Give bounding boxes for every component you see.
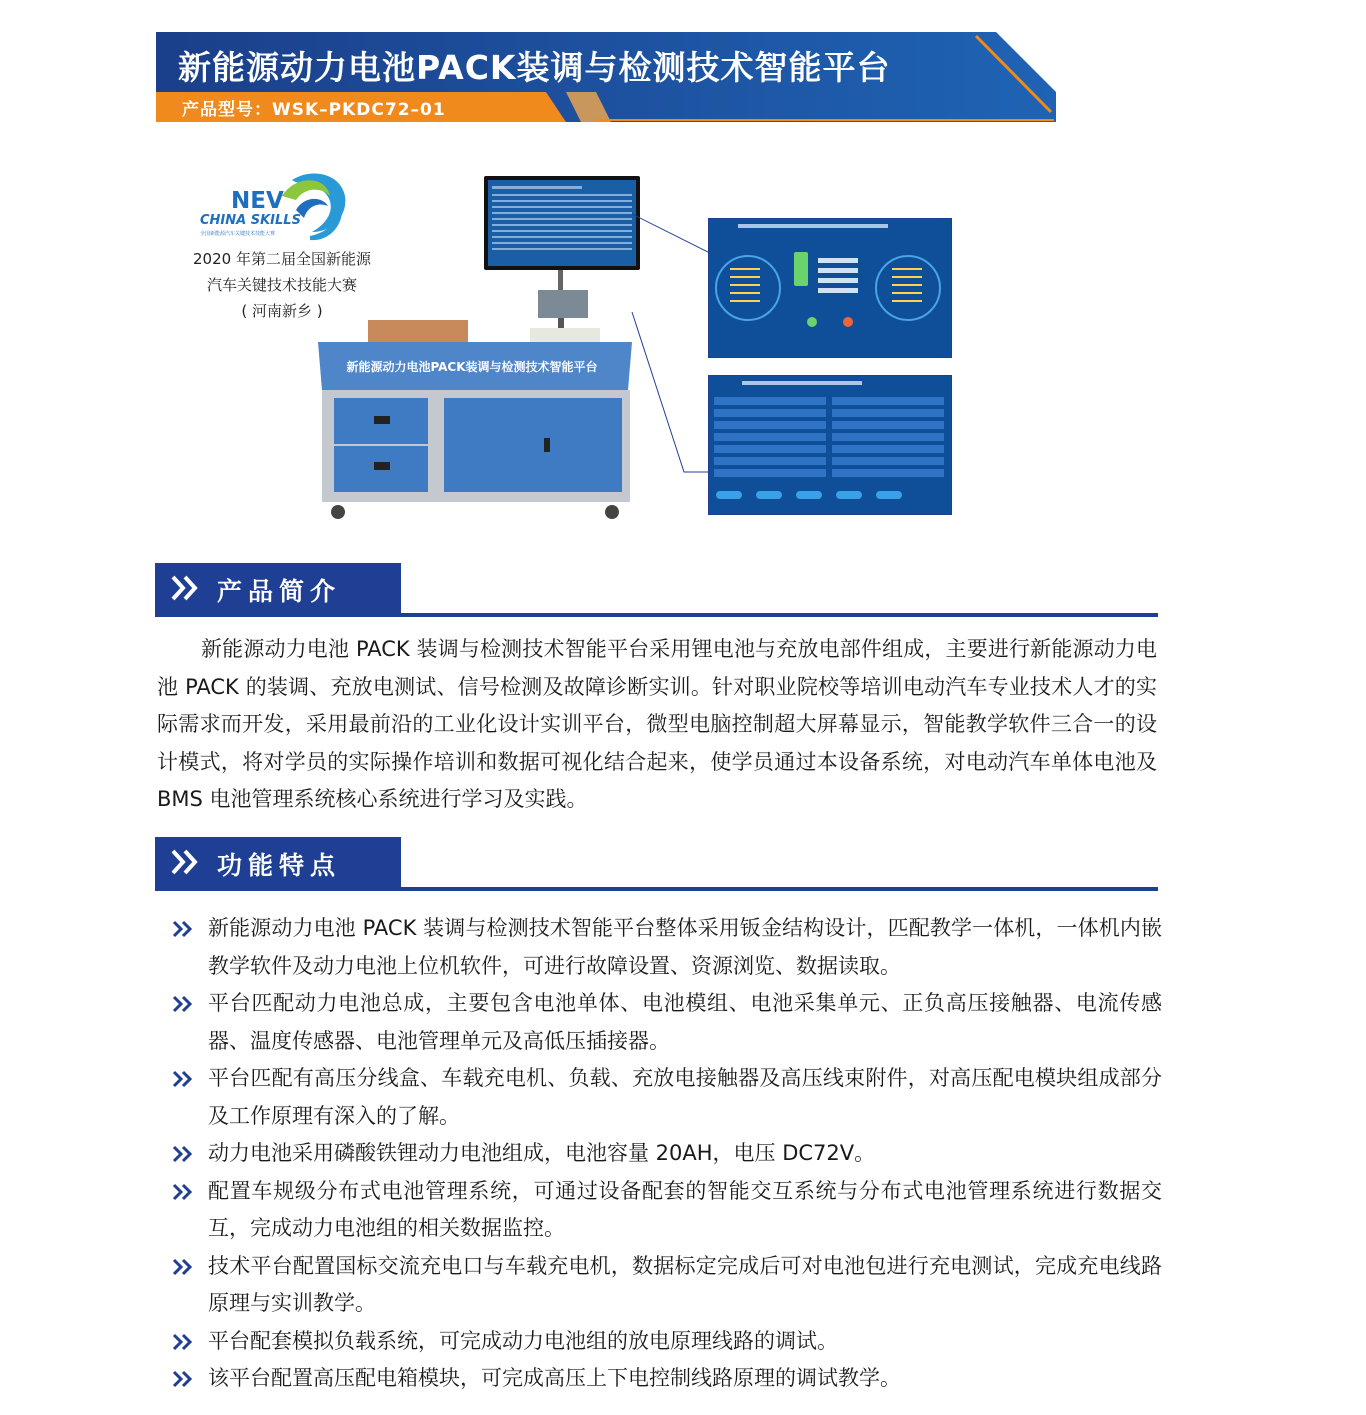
list-item xyxy=(172,985,1162,1060)
logo-china-skills-text: CHINA SKILLS xyxy=(200,213,301,228)
product-figure xyxy=(150,160,970,530)
double-chevron-icon xyxy=(171,845,199,879)
section-header-features xyxy=(155,837,1158,891)
feature-text: 平台配套模拟负载系统，可完成动力电池组的放电原理线路的调试。 xyxy=(208,1328,838,1353)
feature-text: 配置车规级分布式电池管理系统，可通过设备配套的智能交互系统与分布式电池管理系统进行数据交互，完成动力电池组的相关数据监控。 xyxy=(208,1178,1162,1240)
feature-list xyxy=(172,910,1162,1398)
double-chevron-icon xyxy=(172,1182,194,1202)
list-item xyxy=(172,1135,1162,1173)
feature-text: 平台匹配动力电池总成，主要包含电池单体、电池模组、电池采集单元、正负高压接触器、电流传感器、温度传感器、电池管理单元及高低压插接器。 xyxy=(208,991,1162,1053)
contest-line: 2020 年第二届全国新能源 xyxy=(193,250,371,268)
section-title: 产品简介 xyxy=(217,577,342,606)
feature-text: 技术平台配置国标交流充电口与车载充电机，数据标定完成后可对电池包进行充电测试，完成充电线路原理与实训教学。 xyxy=(208,1253,1162,1315)
feature-text: 动力电池采用磷酸铁锂动力电池组成，电池容量 20AH，电压 DC72V。 xyxy=(208,1141,876,1165)
feature-text: 新能源动力电池 PACK 装调与检测技术智能平台整体采用钣金结构设计，匹配教学一体机，一体机内嵌教学软件及动力电池上位机软件，可进行故障设置、资源浏览、数据读取。 xyxy=(208,916,1162,978)
feature-text: 该平台配置高压配电箱模块，可完成高压上下电控制线路原理的调试教学。 xyxy=(208,1366,901,1390)
product-model: 产品型号：WSK–PKDC72–01 xyxy=(182,100,446,120)
monitor-screen xyxy=(488,180,636,266)
intro-paragraph: 新能源动力电池 PACK 装调与检测技术智能平台采用锂电池与充放电部件组成，主要进行新能源动力电池 PACK 的装调、充放电测试、信号检测及故障诊断实训。针对职业院校等培训电动汽车专业技术人才的实际需求而开发，采用最前沿的工业化设计实训平台，微型电脑控制超大屏幕显示，智能教学软件三合一的设计模式，将对学员的实际操作培训和数据可视化结合起来，使学员通过本设备系统，对电动汽车单体电池及 BMS 电池管理系统核心系统进行学习及实践。 xyxy=(157,637,1157,811)
header-banner xyxy=(156,32,1061,124)
double-chevron-icon xyxy=(172,1144,194,1164)
list-item xyxy=(172,910,1162,985)
page-title: 新能源动力电池PACK装调与检测技术智能平台 xyxy=(178,48,891,87)
double-chevron-icon xyxy=(171,571,199,605)
logo-subtitle: 全国新能源汽车关键技术技能大赛 xyxy=(200,231,276,237)
contest-line: ( 河南新乡 ) xyxy=(241,302,323,320)
section-title: 功能特点 xyxy=(217,851,342,880)
software-screen-monitor xyxy=(708,218,952,358)
battery-module xyxy=(368,320,468,342)
cabinet-label: 新能源动力电池PACK装调与检测技术智能平台 xyxy=(346,360,598,374)
contest-line: 汽车关键技术技能大赛 xyxy=(206,276,357,294)
list-item xyxy=(172,1060,1162,1135)
double-chevron-icon xyxy=(172,1257,194,1277)
control-box xyxy=(538,290,588,318)
double-chevron-icon xyxy=(172,919,194,939)
double-chevron-icon xyxy=(172,1069,194,1089)
double-chevron-icon xyxy=(172,994,194,1014)
double-chevron-icon xyxy=(172,1369,194,1389)
software-screen-table xyxy=(708,375,952,515)
double-chevron-icon xyxy=(172,1332,194,1352)
list-item xyxy=(172,1323,1162,1361)
feature-text: 平台匹配有高压分线盒、车载充电机、负载、充放电接触器及高压线束附件，对高压配电模块组成部分及工作原理有深入的了解。 xyxy=(208,1066,1162,1128)
equipment-illustration xyxy=(312,172,712,522)
list-item xyxy=(172,1248,1162,1323)
logo-nev-text: NEV xyxy=(231,188,284,214)
battery-icon xyxy=(794,252,808,286)
list-item xyxy=(172,1360,1162,1398)
list-item xyxy=(172,1173,1162,1248)
section-header-intro xyxy=(155,563,1158,617)
